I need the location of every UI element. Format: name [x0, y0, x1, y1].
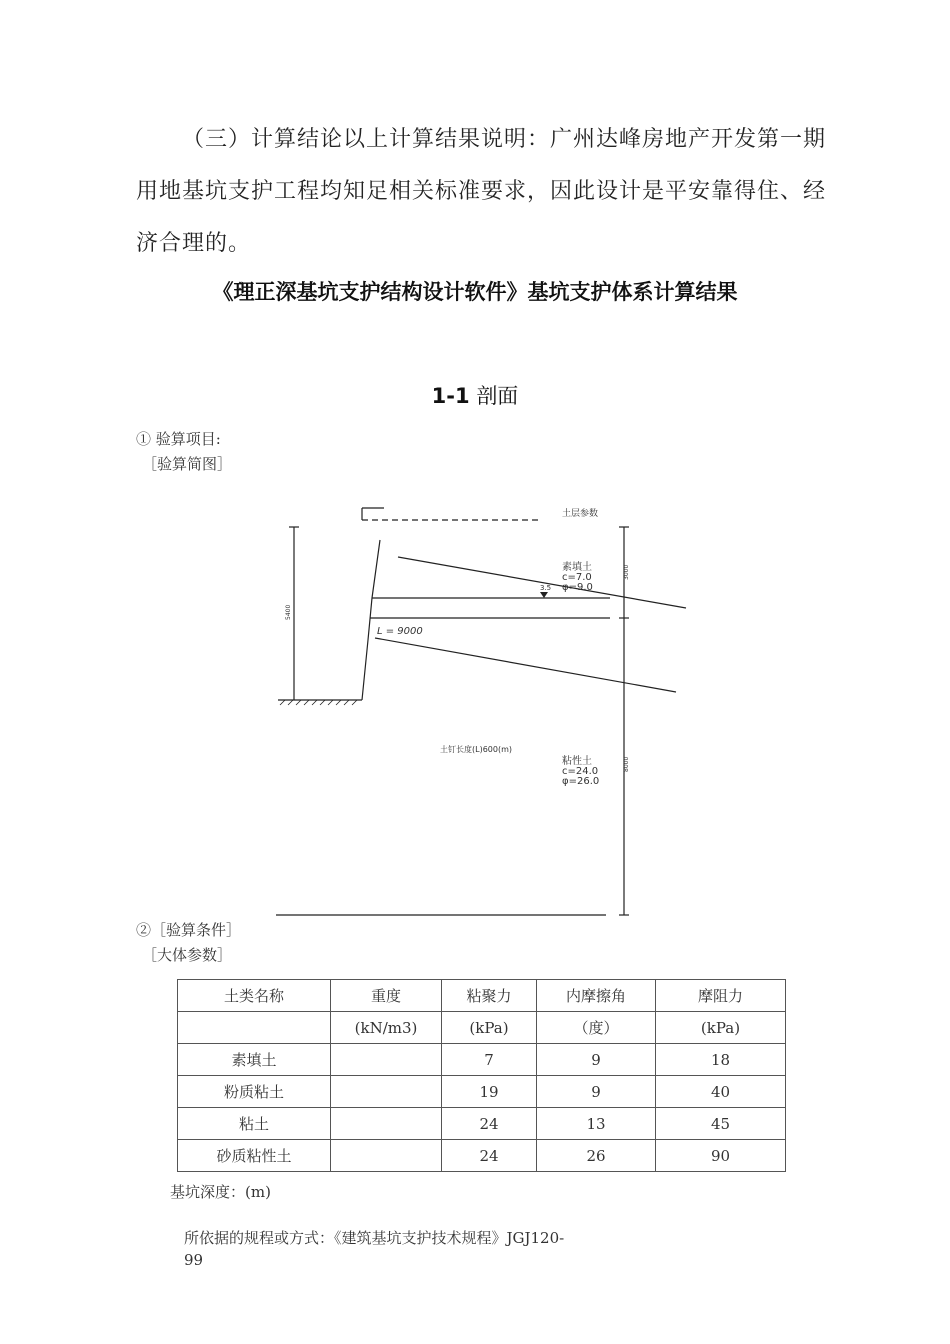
nail-length-label: L = 9000	[377, 626, 423, 637]
conditions-label: ②［验算条件］	[136, 921, 242, 939]
table-cell: 19	[442, 1076, 537, 1108]
header-unit-weight: 重度	[331, 980, 442, 1012]
table-unit-row	[178, 1012, 786, 1044]
table-cell: 26	[537, 1140, 656, 1172]
table-cell: 13	[537, 1108, 656, 1140]
slope-face-line	[362, 540, 380, 700]
nail-length-note: 土钉长度(L)600(m)	[440, 745, 513, 754]
section-number: 1-1	[431, 384, 470, 408]
basic-params-label: ［大体参数］	[142, 946, 233, 964]
table-cell: 粘土	[178, 1108, 331, 1140]
unit-cell: (kPa)	[442, 1012, 537, 1044]
table-cell: 18	[656, 1044, 786, 1076]
table-cell: 9	[537, 1044, 656, 1076]
table-cell	[331, 1108, 442, 1140]
table-cell: 24	[442, 1108, 537, 1140]
table-cell: 40	[656, 1076, 786, 1108]
right-dimension-bottom-value: 8000	[623, 756, 630, 772]
check-items-label: ① 验算项目:	[136, 430, 221, 448]
table-cell: 砂质粘性土	[178, 1140, 331, 1172]
table-cell: 45	[656, 1108, 786, 1140]
conclusion-line-3: 济合理的。	[136, 231, 252, 256]
soil-parameter-label: 土层参数	[562, 509, 599, 519]
table-row	[178, 1076, 786, 1108]
left-dimension-value: 5400	[285, 604, 292, 620]
table-cell: 9	[537, 1076, 656, 1108]
pit-bottom-hatch	[280, 700, 357, 705]
pit-depth-label: 基坑深度：(m)	[170, 1183, 271, 1201]
check-diagram-label: ［验算简图］	[142, 455, 233, 473]
unit-cell: (kPa)	[656, 1012, 786, 1044]
layer2-friction: φ=26.0	[562, 776, 600, 787]
layer1-cohesion: c=7.0	[562, 572, 592, 583]
table-cell: 90	[656, 1140, 786, 1172]
basis-text	[184, 1227, 564, 1271]
conclusion-line-2: 用地基坑支护工程均知足相关标准要求，因此设计是平安靠得住、经	[136, 179, 827, 204]
table-cell	[331, 1140, 442, 1172]
table-cell: 素填土	[178, 1044, 331, 1076]
layer1-name: 素填土	[562, 562, 592, 573]
table-header-row	[178, 980, 786, 1012]
section-name: 剖面	[476, 384, 519, 408]
right-dimension-top-value: 3000	[623, 564, 630, 580]
table-row	[178, 1044, 786, 1076]
water-level-icon	[540, 592, 548, 598]
basis-line-2: 99	[184, 1251, 204, 1269]
unit-cell: （度）	[537, 1012, 656, 1044]
table-cell: 粉质粘土	[178, 1076, 331, 1108]
table-row	[178, 1140, 786, 1172]
soil-parameter-table	[177, 979, 786, 1172]
layer1-friction: φ=9.0	[562, 582, 593, 593]
soil-nail-upper	[398, 557, 686, 608]
header-cohesion: 粘聚力	[442, 980, 537, 1012]
unit-cell: (kN/m3)	[331, 1012, 442, 1044]
table-row	[178, 1108, 786, 1140]
header-friction-angle: 内摩擦角	[537, 980, 656, 1012]
table-cell: 24	[442, 1140, 537, 1172]
unit-cell	[178, 1012, 331, 1044]
water-level-value: 3.5	[540, 584, 552, 592]
basis-line-1: 所依据的规程或方式：《建筑基坑支护技术规程》JGJ120-	[184, 1229, 565, 1247]
table-cell	[331, 1076, 442, 1108]
table-cell: 7	[442, 1044, 537, 1076]
header-soil-name: 土类名称	[178, 980, 331, 1012]
header-skin-friction: 摩阻力	[656, 980, 786, 1012]
conclusion-line-1: （三）计算结论以上计算结果说明：广州达峰房地产开发第一期	[182, 127, 827, 152]
layer2-cohesion: c=24.0	[562, 766, 599, 777]
document-title: 《理正深基坑支护结构设计软件》基坑支护体系计算结果	[212, 280, 738, 304]
layer2-name: 粘性土	[562, 756, 592, 767]
table-cell	[331, 1044, 442, 1076]
soil-nail-lower	[375, 638, 676, 692]
